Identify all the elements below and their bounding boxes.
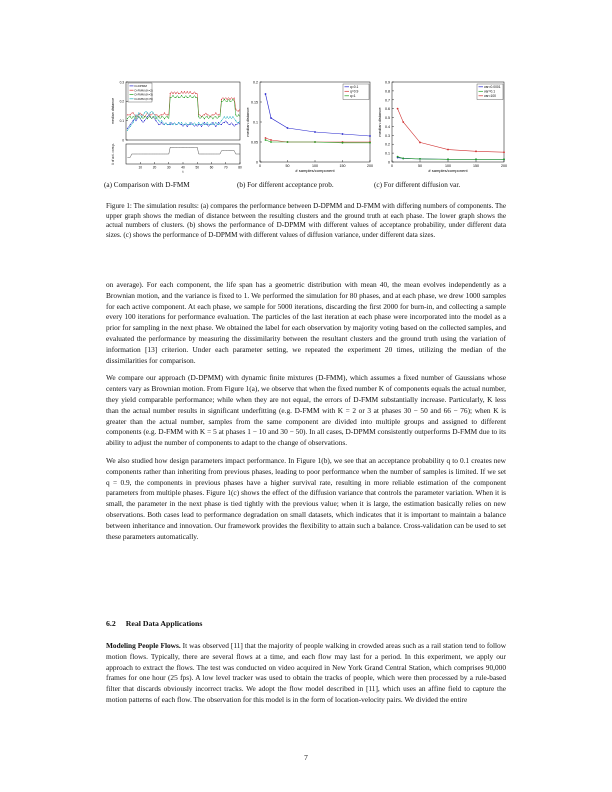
legend-label: D-FMM (K=5) (134, 96, 153, 101)
y-tick-label: 0.05 (251, 140, 258, 145)
data-point (181, 122, 182, 123)
paragraph: We compare our approach (D-DPMM) with dynamic finite mixtures (D-FMM), which assumes a fixed number of Gaussians whose centers vary as Brownian motion. From Figure 1(a), we observe that when the fixed number K of components equals the actual number, they yield comparable performance; while when they are not equal, the errors of D-FMM substantially increase. Particularly, K less than the actual number results in significant underfitting (e.g. D-FMM with K = 2 or 3 at phases 30 − 50 and 66 − 76); when K is greater than the actual number, samples from the same component are divided into multiple groups and assigned to different components (e.g. D-FMM with K = 5 at phases 1 − 10 and 30 − 50). In all cases, D-DPMM consistently outperforms D-FMM due to its ability to adjust the number of components to adapt to the change of observations. (106, 373, 506, 448)
body-paragraphs (106, 280, 506, 549)
data-point (184, 91, 185, 92)
data-point (212, 118, 213, 119)
data-point (265, 93, 267, 95)
data-point (167, 116, 168, 117)
data-point (204, 124, 205, 125)
data-point (238, 114, 239, 115)
data-point (503, 158, 505, 160)
x-axis-label: # samples/component (428, 168, 468, 173)
data-point (133, 112, 134, 113)
data-point (235, 124, 236, 125)
series-line (266, 138, 371, 142)
data-point (227, 99, 228, 100)
data-point (153, 116, 154, 117)
chart-panel-c (374, 78, 508, 178)
legend-label: q=1 (350, 94, 356, 98)
data-point (164, 124, 165, 125)
data-point (138, 116, 139, 117)
x-axis-label: # samples/component (295, 168, 335, 173)
data-point (127, 118, 128, 119)
data-point (175, 124, 176, 125)
data-point (195, 93, 196, 94)
data-point (135, 114, 136, 115)
data-point (161, 120, 162, 121)
data-point (221, 120, 222, 121)
data-point (221, 101, 222, 102)
data-point (419, 142, 421, 144)
data-point (187, 124, 188, 125)
data-point (201, 116, 202, 117)
y-axis-label: median distance (377, 107, 382, 137)
x-tick-label: 10 (138, 165, 143, 170)
data-point (190, 124, 191, 125)
data-point (215, 116, 216, 117)
data-point (187, 97, 188, 98)
data-point (270, 117, 272, 119)
data-point (155, 118, 156, 119)
y-tick-label: 0.1 (119, 118, 124, 123)
data-point (184, 124, 185, 125)
data-point (369, 135, 371, 137)
data-point (227, 101, 228, 102)
data-point (224, 122, 225, 123)
data-point (172, 124, 173, 125)
legend-label: var=0.1 (484, 89, 496, 94)
y-tick-label: 0.3 (385, 133, 390, 138)
data-point (397, 156, 399, 158)
data-point (130, 116, 131, 117)
data-point (314, 141, 316, 143)
x-tick-label: 100 (445, 164, 451, 168)
data-point (147, 112, 148, 113)
y-tick-label: 0.7 (385, 98, 390, 103)
subcaption-a: (a) Comparison with D-FMM (104, 181, 190, 189)
data-point (229, 124, 230, 125)
data-point (201, 124, 202, 125)
data-point (181, 124, 182, 125)
data-point (192, 93, 193, 94)
x-tick-label: 50 (418, 164, 422, 168)
data-point (503, 151, 505, 153)
paragraph: It was observed [11] that the majority of people walking in crowded areas such as a rail station tend to follow motion flows. Typically, there are several flows at a time, and each flow may last for a period. In this experiment, we apply our approach to extract the flows. The test was conducted on video acquired in New York Grand Central Station, which comprises 90,000 frames for one hour (25 fps). A low level tracker was used to obtain the tracks of people, which were then processed by a rule-based filter that discards obviously incorrect tracks. We adopt the flow model described in [11], which uses an affine field to capture the motion patterns of each flow. The observation for this model is in the form of location-velocity pairs. We divided the entire (106, 641, 506, 704)
data-point (155, 116, 156, 117)
data-point (144, 112, 145, 113)
page-number: 7 (304, 753, 308, 762)
y-axis-label: median distance (111, 97, 115, 125)
section-title: Real Data Applications (125, 619, 203, 628)
data-point (229, 116, 230, 117)
data-point (198, 116, 199, 117)
data-point (369, 142, 371, 144)
y-tick-label: 0.2 (253, 80, 258, 85)
x-tick-label: 100 (312, 164, 318, 168)
data-point (229, 101, 230, 102)
y-tick-label: 0.9 (385, 80, 390, 85)
data-point (212, 124, 213, 125)
data-point (127, 114, 128, 115)
data-point (218, 122, 219, 123)
data-point (144, 116, 145, 117)
component-count-line (127, 147, 240, 157)
data-point (238, 122, 239, 123)
figure-caption: Figure 1: The simulation results: (a) compares the performance between D-DPMM and D-FMM with differing numbers of components. The upper graph shows the median of distance between the resulting clusters and the ground truth at each phase. The lower graph shows the actual numbers of clusters. (b) shows the performance of D-DPMM with different values of acceptance probability, under different data sizes. (c) shows the performance of D-DPMM with different values of diffusion variance, under different data sizes. (106, 202, 506, 239)
y-tick-label: 0.3 (119, 80, 124, 85)
data-point (218, 114, 219, 115)
x-tick-label: 40 (181, 165, 185, 170)
y-tick-label: 0.2 (385, 142, 390, 147)
data-point (235, 120, 236, 121)
data-point (265, 137, 267, 139)
legend-label: D-FMM (K=3) (134, 92, 153, 97)
data-point (218, 116, 219, 117)
data-point (150, 116, 151, 117)
y-tick-label: 0.4 (385, 124, 390, 129)
paragraph: We also studied how design parameters impact performance. In Figure 1(b), we see that an acceptance probability q to 0.1 creates new components rather than inheriting from previous phases, leading to poor performance when the number of samples is limited. If we set q = 0.9, the components in previous phases have a higher survival rate, resulting in more reliable estimation of the component parameters from multiple phases. Figure 1(c) shows the effect of the diffusion variance that controls the parameter variation. When it is small, the parameter in the next phase is tied tightly with the previous value; when it is large, the estimation basically relies on new observations. Both cases lead to performance degradation on small datasets, which indicates that it is important to maintain a balance between inheritance and innovation. Our framework provides the flexibility to attain such a balance. Cross-validation can be used to set these parameters automatically. (106, 455, 506, 541)
data-point (178, 93, 179, 94)
data-point (195, 97, 196, 98)
data-point (190, 122, 191, 123)
data-point (238, 110, 239, 111)
data-point (221, 99, 222, 100)
y-tick-label: 0 (256, 160, 258, 165)
series-line (266, 94, 371, 136)
data-point (130, 114, 131, 115)
x-tick-label: 200 (367, 164, 373, 168)
y-tick-label: 0.1 (253, 120, 258, 125)
data-point (475, 158, 477, 160)
data-point (215, 122, 216, 123)
x-tick-label: 50 (195, 165, 200, 170)
data-point (167, 114, 168, 115)
data-point (155, 120, 156, 121)
x-tick-label: 150 (473, 164, 479, 168)
data-point (224, 116, 225, 117)
data-point (150, 114, 151, 115)
data-point (158, 124, 159, 125)
legend-label: q=0.1 (350, 85, 359, 89)
data-point (419, 158, 421, 160)
x-tick-label: 20 (152, 165, 157, 170)
runin-heading: Modeling People Flows. (106, 641, 181, 650)
data-point (212, 122, 213, 123)
series-line (398, 157, 504, 160)
legend-label: var=100 (484, 94, 497, 98)
data-point (147, 116, 148, 117)
data-point (178, 122, 179, 123)
data-point (402, 158, 404, 160)
data-point (150, 112, 151, 113)
data-point (227, 122, 228, 123)
data-point (147, 118, 148, 119)
x-tick-label: 80 (238, 165, 242, 170)
data-point (447, 158, 449, 160)
data-point (130, 124, 131, 125)
data-point (447, 149, 449, 151)
data-point (342, 142, 344, 144)
section-number: 6.2 (106, 619, 116, 628)
data-point (181, 91, 182, 92)
data-point (314, 131, 316, 133)
x-tick-label: 30 (166, 165, 171, 170)
data-point (475, 150, 477, 152)
data-point (187, 91, 188, 92)
data-point (175, 93, 176, 94)
data-point (227, 116, 228, 117)
data-point (130, 126, 131, 127)
data-point (135, 120, 136, 121)
last-paragraph (106, 641, 506, 713)
data-point (133, 116, 134, 117)
data-point (207, 124, 208, 125)
figure-1 (104, 78, 508, 178)
data-point (204, 118, 205, 119)
series-line (398, 109, 504, 153)
legend-label: D-FMM (K=2) (134, 88, 153, 93)
data-point (190, 91, 191, 92)
x-tick-label: 0 (259, 164, 261, 168)
data-point (192, 97, 193, 98)
x-tick-label: 0 (391, 164, 393, 168)
data-point (229, 99, 230, 100)
x-tick-label: 150 (339, 164, 346, 168)
data-point (155, 114, 156, 115)
data-point (210, 124, 211, 125)
chart-panel-a (104, 78, 244, 178)
data-point (207, 114, 208, 115)
section-heading (106, 619, 212, 628)
data-point (215, 112, 216, 113)
data-point (192, 124, 193, 125)
lower-y-axis-label: # of act. com p. (111, 143, 115, 165)
y-tick-label: 0 (388, 160, 390, 165)
data-point (270, 139, 272, 141)
y-tick-label: 0.1 (385, 151, 390, 156)
data-point (270, 141, 272, 143)
data-point (172, 93, 173, 94)
data-point (144, 120, 145, 121)
chart-panel-b (244, 78, 374, 178)
data-point (141, 116, 142, 117)
data-point (204, 122, 205, 123)
data-point (204, 114, 205, 115)
data-point (210, 116, 211, 117)
y-tick-label: 0.8 (385, 89, 390, 94)
x-axis-label: t (182, 170, 184, 174)
legend-label: q=0.9 (350, 89, 359, 94)
data-point (170, 93, 171, 94)
data-point (195, 124, 196, 125)
x-tick-label: 70 (223, 165, 228, 170)
legend-label: D-DPMM (134, 84, 147, 88)
y-tick-label: 0.15 (251, 100, 258, 105)
data-point (167, 124, 168, 125)
data-point (402, 121, 404, 123)
data-point (170, 97, 171, 98)
data-point (198, 122, 199, 123)
data-point (153, 112, 154, 113)
data-point (265, 139, 267, 141)
data-point (198, 124, 199, 125)
y-axis-label: median distance (245, 107, 250, 137)
data-point (133, 122, 134, 123)
y-tick-label: 0 (122, 138, 124, 143)
data-point (212, 114, 213, 115)
data-point (170, 124, 171, 125)
data-point (127, 130, 128, 131)
data-point (138, 112, 139, 113)
data-point (164, 118, 165, 119)
data-point (161, 122, 162, 123)
data-point (207, 116, 208, 117)
y-tick-label: 0.6 (385, 107, 390, 112)
x-tick-label: 60 (209, 165, 214, 170)
data-point (207, 122, 208, 123)
data-point (215, 126, 216, 127)
data-point (158, 120, 159, 121)
data-point (287, 141, 289, 143)
data-point (190, 95, 191, 96)
data-point (201, 126, 202, 127)
data-point (232, 99, 233, 100)
data-point (158, 116, 159, 117)
y-tick-label: 0.2 (119, 99, 124, 104)
data-point (232, 124, 233, 125)
paragraph: on average). For each component, the life span has a geometric distribution with mean 40, the mean evolves independently as a Brownian motion, and the variance is fixed to 1. We performed the simulation for 80 phases, and at each phase, we drew 1000 samples for each active component. At each phase, we sample for 5000 iterations, discarding the first 2000 for burn-in, and collecting a sample every 100 iterations for performance evaluation. The particles of the last iteration at each phase were incorporated into the model as a prior for sampling in the next phase. We obtained the label for each observation by majority voting based on the collected samples, and evaluated the performance by measuring the dissimilarity between the resultant clusters and the ground truth using the variation of information [13] criterion. Under each parameter setting, we repeated the experiment 20 times, utilizing the median of the dissimilarities for comparison. (106, 280, 506, 365)
data-point (141, 114, 142, 115)
data-point (342, 133, 344, 135)
data-point (172, 95, 173, 96)
data-point (161, 116, 162, 117)
data-point (218, 124, 219, 125)
data-point (181, 95, 182, 96)
data-point (184, 97, 185, 98)
y-tick-label: 0.5 (385, 116, 390, 121)
data-point (175, 97, 176, 98)
legend-label: var=0.0001 (484, 85, 501, 89)
x-tick-label: 200 (501, 164, 507, 168)
data-point (221, 124, 222, 125)
data-point (287, 127, 289, 129)
data-point (397, 108, 399, 110)
data-point (232, 116, 233, 117)
data-point (178, 97, 179, 98)
data-point (127, 128, 128, 129)
subcaption-c: (c) For different diffusion var. (374, 181, 461, 189)
data-point (235, 114, 236, 115)
data-point (141, 120, 142, 121)
data-point (224, 99, 225, 100)
subcaption-b: (b) For different acceptance prob. (237, 181, 334, 189)
data-point (161, 114, 162, 115)
x-tick-label: 50 (285, 164, 290, 168)
data-point (170, 122, 171, 123)
data-point (164, 112, 165, 113)
data-point (135, 118, 136, 119)
data-point (187, 126, 188, 127)
